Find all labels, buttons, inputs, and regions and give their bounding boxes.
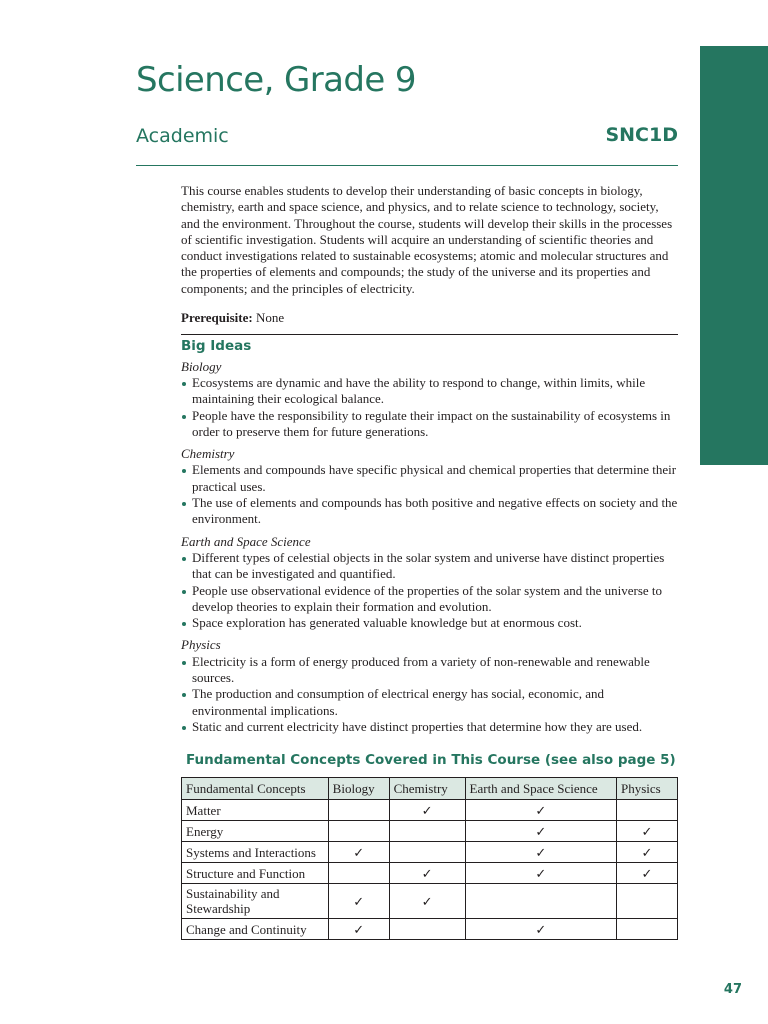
page-title: Science, Grade 9 xyxy=(136,60,416,100)
course-content xyxy=(181,183,678,735)
column-header: Chemistry xyxy=(389,778,465,800)
big-ideas-list xyxy=(181,359,678,736)
concept-name-cell: Energy xyxy=(182,821,329,842)
column-header: Fundamental Concepts xyxy=(182,778,329,800)
course-type: Academic xyxy=(136,125,229,147)
concept-name-cell: Sustainability and Stewardship xyxy=(182,884,329,919)
group-title-physics: Physics xyxy=(181,637,221,653)
check-mark-cell: ✓ xyxy=(465,800,616,821)
empty-cell xyxy=(389,842,465,863)
check-mark-cell: ✓ xyxy=(465,919,616,940)
empty-cell xyxy=(465,884,616,919)
fundamental-concepts-table xyxy=(181,777,678,940)
table-row xyxy=(182,863,678,884)
empty-cell xyxy=(617,884,678,919)
column-header: Earth and Space Science xyxy=(465,778,616,800)
prerequisite-value: None xyxy=(255,310,285,326)
big-idea-item: Elements and compounds have specific physical and chemical properties that determine their practical uses. xyxy=(181,462,678,495)
check-mark-cell: ✓ xyxy=(389,884,465,919)
check-mark-cell: ✓ xyxy=(465,863,616,884)
column-header: Physics xyxy=(617,778,678,800)
empty-cell xyxy=(328,800,389,821)
column-header: Biology xyxy=(328,778,389,800)
big-idea-item: People use observational evidence of the properties of the solar system and the universe to develop theories to explain their formation and evolution. xyxy=(181,583,678,616)
group-title-earth-and-space-science: Earth and Space Science xyxy=(181,533,311,549)
prerequisite xyxy=(181,310,678,326)
check-mark-cell: ✓ xyxy=(617,842,678,863)
bullet-list-physics xyxy=(181,654,678,735)
table-row xyxy=(182,919,678,940)
big-idea-item: Electricity is a form of energy produced from a variety of non-renewable and renewable sources. xyxy=(181,654,678,687)
course-code: SNC1D xyxy=(605,124,678,146)
table-header-row xyxy=(182,778,678,800)
bullet-list-biology xyxy=(181,375,678,440)
concept-name-cell: Matter xyxy=(182,800,329,821)
empty-cell xyxy=(617,800,678,821)
group-title-chemistry: Chemistry xyxy=(181,446,235,462)
empty-cell xyxy=(389,821,465,842)
check-mark-cell: ✓ xyxy=(465,821,616,842)
check-mark-cell: ✓ xyxy=(465,842,616,863)
big-idea-item: The production and consumption of electrical energy has social, economic, and environmental implications. xyxy=(181,686,678,719)
check-mark-cell: ✓ xyxy=(328,884,389,919)
concept-name-cell: Systems and Interactions xyxy=(182,842,329,863)
check-mark-cell: ✓ xyxy=(617,863,678,884)
table-row xyxy=(182,800,678,821)
concept-name-cell: Change and Continuity xyxy=(182,919,329,940)
concept-name-cell: Structure and Function xyxy=(182,863,329,884)
empty-cell xyxy=(328,821,389,842)
concepts-table-heading: Fundamental Concepts Covered in This Course (see also page 5) xyxy=(186,752,676,768)
big-idea-item: People have the responsibility to regulate their impact on the sustainability of ecosystems in order to preserve them for future generations. xyxy=(181,408,678,441)
check-mark-cell: ✓ xyxy=(328,919,389,940)
page-number: 47 xyxy=(723,982,742,997)
check-mark-cell: ✓ xyxy=(389,800,465,821)
table-row xyxy=(182,884,678,919)
big-idea-item: Space exploration has generated valuable knowledge but at enormous cost. xyxy=(181,615,678,631)
big-ideas-heading: Big Ideas xyxy=(181,338,252,355)
check-mark-cell: ✓ xyxy=(617,821,678,842)
big-idea-item: Ecosystems are dynamic and have the ability to respond to change, within limits, while maintaining their ecological balance. xyxy=(181,375,678,408)
check-mark-cell: ✓ xyxy=(389,863,465,884)
big-idea-item: The use of elements and compounds has both positive and negative effects on society and the environment. xyxy=(181,495,678,528)
table-row xyxy=(182,842,678,863)
prerequisite-label: Prerequisite: xyxy=(181,310,253,326)
bullet-list-earth-and-space-science xyxy=(181,550,678,631)
bullet-list-chemistry xyxy=(181,462,678,527)
check-mark-cell: ✓ xyxy=(328,842,389,863)
title-divider xyxy=(136,165,678,166)
big-idea-item: Different types of celestial objects in the solar system and universe have distinct properties that can be investigated and quantified. xyxy=(181,550,678,583)
empty-cell xyxy=(389,919,465,940)
big-ideas-divider xyxy=(181,334,678,335)
empty-cell xyxy=(617,919,678,940)
course-description: This course enables students to develop their understanding of basic concepts in biology, chemistry, earth and space science, and physics, and to relate science to technology, society, and the environment. Throughout the course, students will develop their skills in the processes of scientific investigation. Students will acquire an understanding of scientific theories and conduct investigations related to sustainable ecosystems; atomic and molecular structures and the properties of elements and compounds; the study of the universe and its properties and components; and the principles of electricity. xyxy=(181,183,673,296)
section-side-tab xyxy=(700,46,768,465)
empty-cell xyxy=(328,863,389,884)
big-idea-item: Static and current electricity have distinct properties that determine how they are used. xyxy=(181,719,678,735)
group-title-biology: Biology xyxy=(181,358,222,374)
table-row xyxy=(182,821,678,842)
